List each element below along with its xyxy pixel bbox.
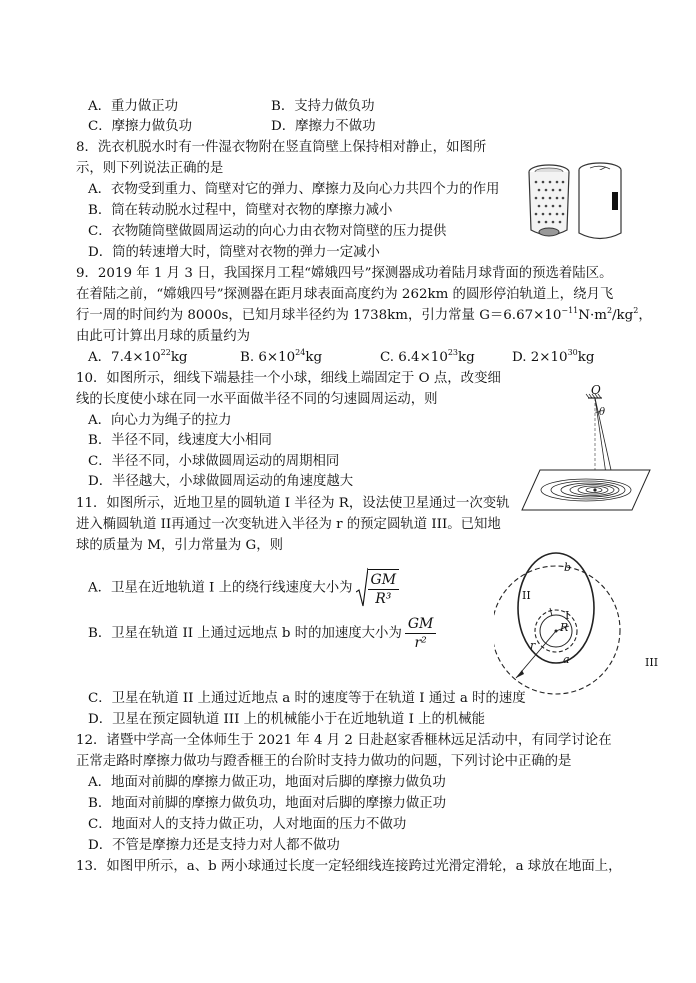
q10-option-a: A．向心力为绳子的拉力	[88, 413, 232, 428]
q8-stem-line2: 示，则下列说法正确的是	[76, 161, 224, 176]
q9-option-d: D. $2\times 10^{30}kg$	[512, 348, 595, 365]
q11-fig-label-iii: III	[645, 656, 659, 669]
q10-fig-label-o: O	[591, 383, 601, 397]
prev-option-d: D．摩擦力不做功	[271, 119, 376, 134]
q9-stem-line3: 行一周的时间约为 8000s，已知月球半径约为 1738km，引力常量 $G=6.67\times 10^{-11}N\cdot m^2/kg^2$，	[76, 306, 652, 323]
q11-fig-label-ii: II	[522, 589, 531, 602]
q10-fig-label-theta: θ	[599, 407, 606, 418]
q11-option-d: D．卫星在预定圆轨道 III 上的机械能小于在近地轨道 I 上的机械能	[88, 712, 486, 727]
q9-option-b: B. $6\times 10^{24}kg$	[240, 348, 323, 365]
q11-orbit-figure	[494, 548, 664, 698]
q12-option-a: A．地面对前脚的摩擦力做正功，地面对后脚的摩擦力做负功	[88, 775, 446, 790]
q12-stem-line2: 正常走路时摩擦力做功与蹬香榧王的台阶时支持力做功的问题，下列讨论中正确的是	[76, 754, 572, 769]
q12-stem-line1: 12．诸暨中学高一全体师生于 2021 年 4 月 2 日赴赵家香榧林远足活动中，有同学讨论在	[76, 733, 612, 748]
q11-stem-line1: 11．如图所示，近地卫星的圆轨道 I 半径为 R，设法使卫星通过一次变轨	[76, 496, 510, 511]
q11-fig-label-small-r: r	[530, 639, 536, 652]
q11-option-a: A．卫星在近地轨道 I 上的绕行线速度大小为 $\frac{GM}{\text{R³}}$	[88, 566, 399, 611]
q11-fig-label-i: I	[565, 609, 570, 622]
q8-option-a: A．衣物受到重力、筒壁对它的弹力、摩擦力及向心力共四个力的作用	[88, 182, 500, 197]
q9-stem-line4: 由此可计算出月球的质量约为	[76, 329, 251, 344]
q8-option-c: C．衣物随筒壁做圆周运动的向心力由衣物对筒壁的压力提供	[88, 224, 447, 239]
q11-fig-label-b: b	[564, 561, 572, 574]
q10-stem-line1: 10．如图所示，细线下端悬挂一个小球，细线上端固定于 O 点，改变细	[76, 371, 501, 386]
q9-option-c: C. $6.4\times 10^{23}kg$	[380, 348, 475, 365]
q12-option-b: B．地面对前脚的摩擦力做负功，地面对后脚的摩擦力做正功	[88, 796, 446, 811]
q11-stem-line2: 进入椭圆轨道 II再通过一次变轨进入半径为 r 的预定圆轨道 III。已知地	[76, 517, 501, 532]
q11-fig-label-a: a	[563, 653, 570, 666]
q10-option-c: C．半径不同，小球做圆周运动的周期相同	[88, 454, 340, 469]
q9-stem-line2: 在着陆之前，“嫦娥四号”探测器在距月球表面高度约为 262km 的圆形停泊轨道上，绕月飞	[76, 287, 614, 302]
prev-option-b: B．支持力做负功	[271, 99, 375, 114]
q10-option-b: B．半径不同，线速度大小相同	[88, 433, 272, 448]
prev-option-c: C．摩擦力做负功	[88, 119, 192, 134]
q10-stem-line2: 线的长度使小球在同一水平面做半径不同的匀速圆周运动，则	[76, 392, 438, 407]
q10-conical-pendulum-figure	[520, 382, 660, 520]
q9-option-a: A．$7.4\times 10^{22}kg$	[88, 348, 188, 365]
q10-option-d: D．半径越大，小球做圆周运动的角速度越大	[88, 474, 354, 489]
q12-option-c: C．地面对人的支持力做正功，人对地面的压力不做功	[88, 817, 407, 832]
q11-option-a-sqrt: $\frac{GM}{\text{R³}}$	[356, 566, 400, 610]
q11-fig-label-big-r: R	[560, 621, 569, 634]
q12-option-d: D．不管是摩擦力还是支持力对人都不做功	[88, 838, 340, 853]
q8-option-d: D．筒的转速增大时，筒壁对衣物的弹力一定减小	[88, 245, 380, 260]
prev-option-a: A．重力做正功	[88, 99, 179, 114]
q8-washing-drum-figure	[522, 160, 627, 245]
q11-option-c: C．卫星在轨道 II 上通过近地点 a 时的速度等于在轨道 I 通过 a 时的速度	[88, 691, 526, 706]
q9-stem-line1: 9．2019 年 1 月 3 日，我国探月工程“嫦娥四号”探测器成功着陆月球背面的预选着陆区。	[76, 266, 613, 281]
q11-stem-line3: 球的质量为 M，引力常量为 G，则	[76, 538, 283, 553]
q13-stem-line1: 13．如图甲所示，a、b 两小球通过长度一定轻细线连接跨过光滑定滑轮，a 球放在地面上，	[76, 859, 622, 874]
q8-stem-line1: 8．洗衣机脱水时有一件湿衣物附在竖直筒壁上保持相对静止，如图所	[76, 140, 487, 155]
q8-option-b: B．筒在转动脱水过程中，筒壁对衣物的摩擦力减小	[88, 203, 393, 218]
q11-option-b: B．卫星在轨道 II 上通过远地点 b 时的加速度大小为 $\frac{GM}{\text{r²}}$	[88, 612, 436, 656]
